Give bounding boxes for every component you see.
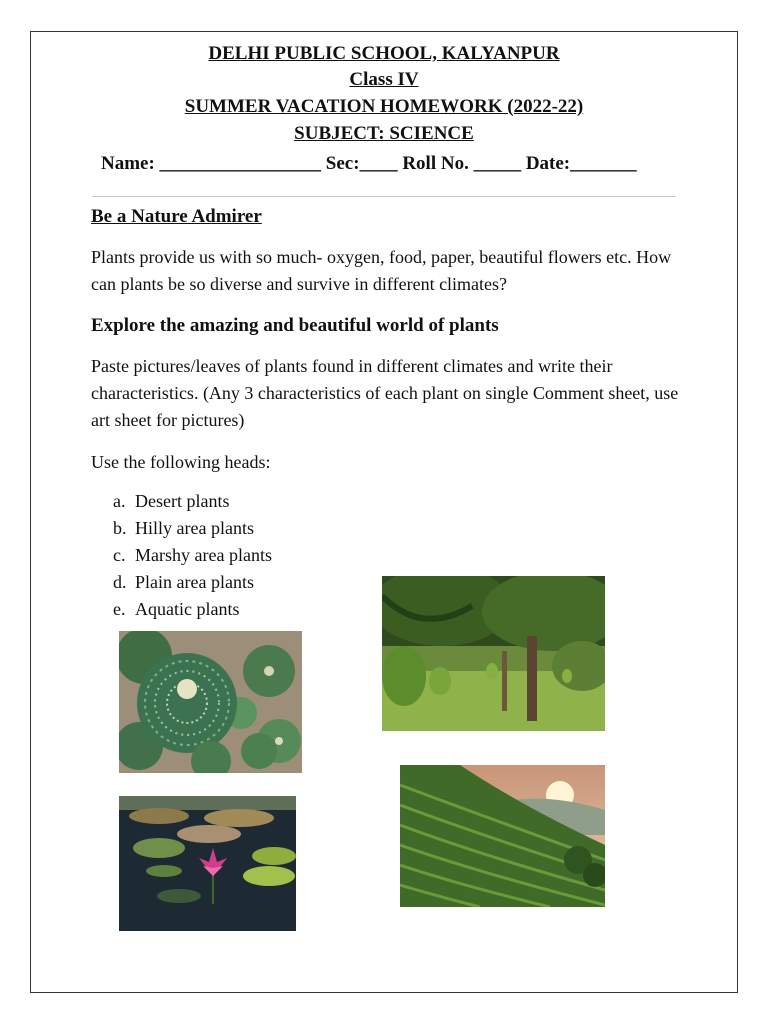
divider: [92, 196, 676, 197]
list-item: d. Plain area plants: [113, 572, 254, 592]
list-item: c. Marshy area plants: [113, 545, 272, 565]
section-subtitle: Explore the amazing and beautiful world of plants: [91, 315, 499, 336]
subject-label: SUBJECT: SCIENCE: [294, 123, 474, 144]
homework-title: SUMMER VACATION HOMEWORK (2022-22): [184, 96, 584, 117]
list-item: b. Hilly area plants: [113, 518, 254, 538]
section-title: Be a Nature Admirer: [91, 206, 262, 227]
lotus-pond-image: [119, 796, 296, 931]
school-name: DELHI PUBLIC SCHOOL, KALYANPUR: [208, 43, 560, 64]
intro-paragraph: Plants provide us with so much- oxygen, food, paper, beautiful flowers etc. How can plants be so diverse and survive in different climates?: [91, 247, 672, 294]
list-item: a. Desert plants: [113, 491, 230, 511]
tea-hills-image: [400, 765, 605, 907]
instructions-paragraph: Paste pictures/leaves of plants found in different climates and write their characteristics. (Any 3 characteristics of each plant on single Comment sheet, use art sheet for pictures): [91, 356, 679, 430]
cactus-image: [119, 631, 302, 773]
heads-intro: Use the following heads:: [91, 452, 271, 472]
list-item: e. Aquatic plants: [113, 599, 240, 619]
heads-list: [113, 488, 272, 623]
class-label: Class IV: [349, 69, 419, 90]
student-details-line: Name: _________________ Sec:____ Roll No. _____ Date:_______: [101, 153, 637, 174]
mango-tree-image: [382, 576, 605, 731]
